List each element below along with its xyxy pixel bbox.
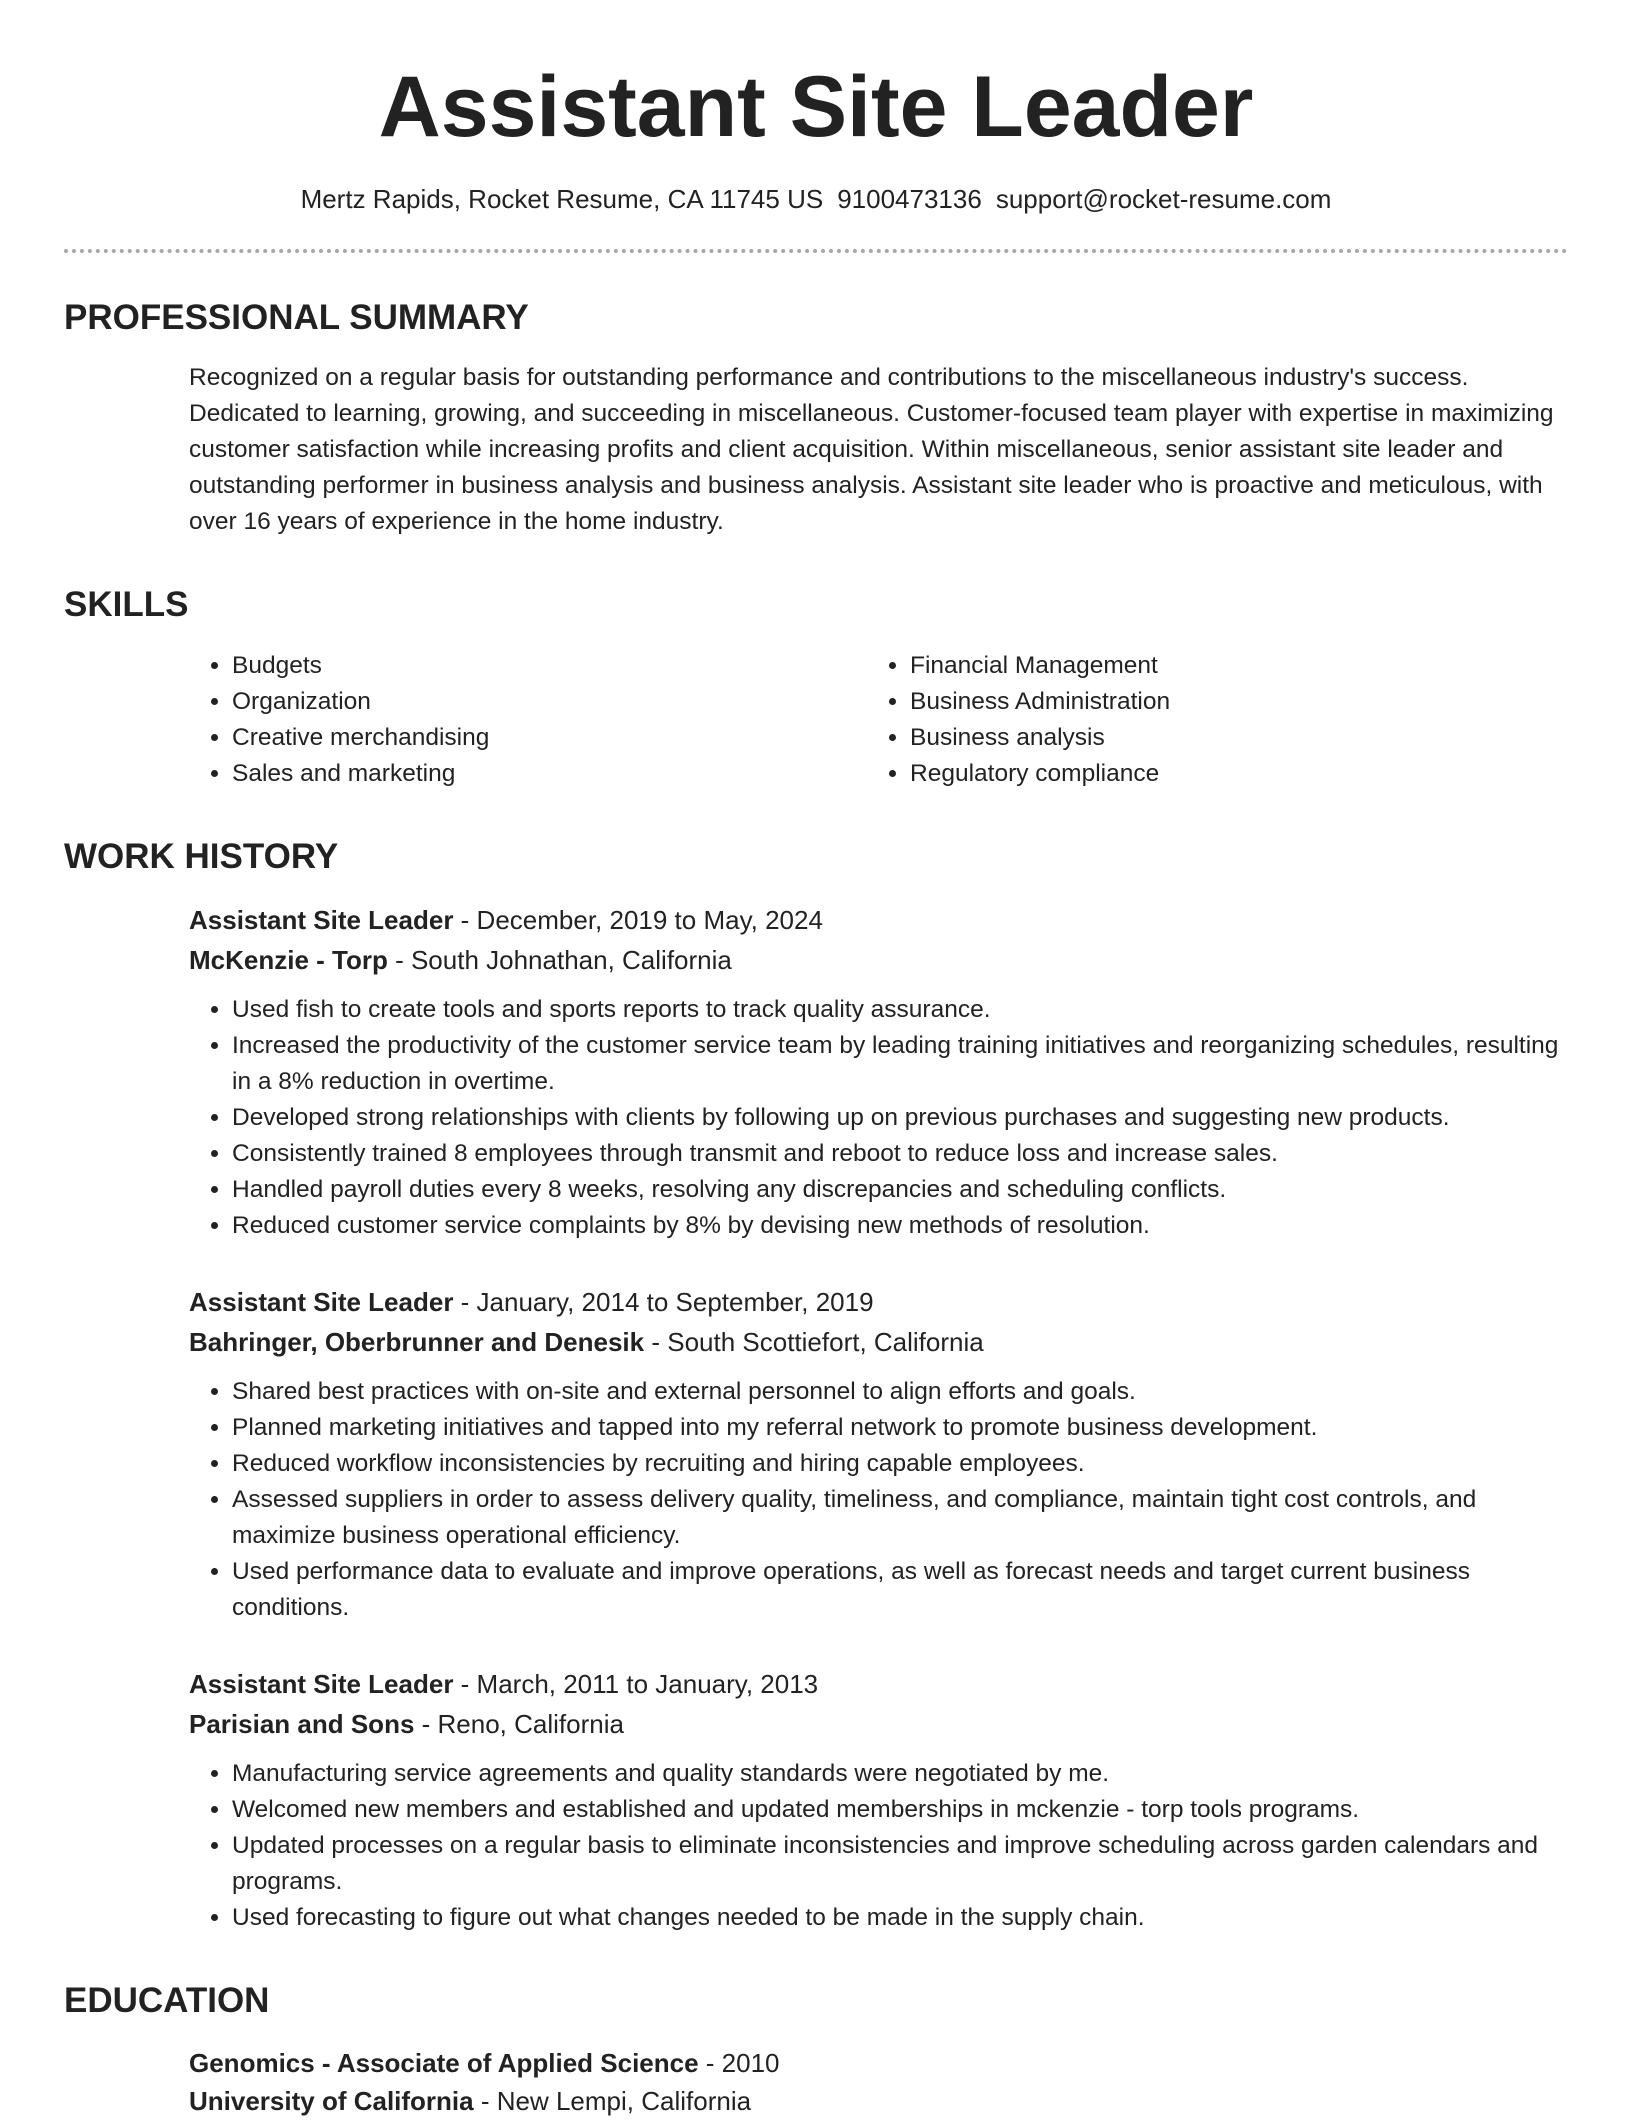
job-location: - South Johnathan, California [387, 945, 732, 975]
job-bullets [189, 1756, 1568, 1936]
job-title-line [189, 900, 1568, 940]
contact-email: support@rocket-resume.com [995, 184, 1332, 214]
skill-item: • Financial Management [910, 648, 1545, 684]
education-year: - 2010 [698, 2048, 780, 2078]
job-title-line [189, 1664, 1568, 1704]
education-degree-line [189, 2044, 1568, 2082]
job-bullet: • Reduced customer service complaints by 8% by devising new methods of resolution. [232, 1208, 1568, 1244]
resume-page [64, 0, 1568, 2120]
job-company-line [189, 1322, 1568, 1362]
job-bullet: • Handled payroll duties every 8 weeks, resolving any discrepancies and scheduling conflicts. [232, 1172, 1568, 1208]
job-bullets [189, 992, 1568, 1244]
job-dates: - January, 2014 to September, 2019 [453, 1287, 874, 1317]
education-heading: EDUCATION [64, 1981, 270, 2020]
work-list [189, 900, 1568, 1936]
job-bullet: • Planned marketing initiatives and tapped into my referral network to promote business development. [232, 1410, 1568, 1446]
education-school: University of California [189, 2086, 474, 2116]
job-company-line [189, 1704, 1568, 1744]
skills-column-left [189, 648, 867, 792]
job-dates: - December, 2019 to May, 2024 [453, 905, 823, 935]
skills-list [189, 648, 1568, 792]
job-bullet: • Consistently trained 8 employees through transmit and reboot to reduce loss and increase sales. [232, 1136, 1568, 1172]
skills-column-right [867, 648, 1545, 792]
resume-title: Assistant Site Leader [378, 59, 1254, 155]
contact-phone: 9100473136 [837, 184, 982, 214]
education-degree: Genomics - Associate of Applied Science [189, 2048, 699, 2078]
job-bullet: • Used fish to create tools and sports reports to track quality assurance. [232, 992, 1568, 1028]
job-bullet: • Reduced workflow inconsistencies by recruiting and hiring capable employees. [232, 1446, 1568, 1482]
skill-item: • Business Administration [910, 684, 1545, 720]
job-title: Assistant Site Leader [189, 1669, 454, 1699]
job-bullet: • Shared best practices with on-site and external personnel to align efforts and goals. [232, 1374, 1568, 1410]
job-dates: - March, 2011 to January, 2013 [453, 1669, 819, 1699]
job-company: McKenzie - Torp [189, 945, 388, 975]
job-bullet: • Used forecasting to figure out what changes needed to be made in the supply chain. [232, 1900, 1568, 1936]
summary-text: Recognized on a regular basis for outstanding performance and contributions to the miscellaneous industry's success. Dedicated to learning, growing, and succeeding in miscellaneous. Customer-focused team player with expertise in maximizing customer satisfaction while increasing profits and client acquisition. Within miscellaneous, senior assistant site leader and outstanding performer in business analysis and business analysis. Assistant site leader who is proactive and meticulous, with over 16 years of experience in the home industry. [189, 364, 1554, 535]
contact-address: Mertz Rapids, Rocket Resume, CA 11745 US [300, 184, 824, 214]
skill-item: • Sales and marketing [232, 756, 867, 792]
summary-heading: PROFESSIONAL SUMMARY [64, 298, 529, 337]
education-school-line [189, 2082, 1568, 2120]
job-bullet: • Updated processes on a regular basis to eliminate inconsistencies and improve scheduling across garden calendars and programs. [232, 1828, 1568, 1900]
skill-item: • Regulatory compliance [910, 756, 1545, 792]
education-location: - New Lempi, California [473, 2086, 752, 2116]
job-entry [189, 1664, 1568, 1936]
job-location: - Reno, California [414, 1709, 624, 1739]
education-entry [189, 2044, 1568, 2120]
job-bullet: • Welcomed new members and established and updated memberships in mckenzie - torp tools programs. [232, 1792, 1568, 1828]
job-title: Assistant Site Leader [189, 1287, 454, 1317]
job-bullet: • Assessed suppliers in order to assess delivery quality, timeliness, and compliance, maintain tight cost controls, and maximize business operational efficiency. [232, 1482, 1568, 1554]
job-entry [189, 900, 1568, 1244]
job-bullet: • Increased the productivity of the customer service team by leading training initiatives and reorganizing schedules, resulting in a 8% reduction in overtime. [232, 1028, 1568, 1100]
skill-item: • Business analysis [910, 720, 1545, 756]
skill-item: • Organization [232, 684, 867, 720]
job-company: Parisian and Sons [189, 1709, 415, 1739]
job-entry [189, 1282, 1568, 1626]
job-location: - South Scottiefort, California [644, 1327, 984, 1357]
job-bullet: • Manufacturing service agreements and quality standards were negotiated by me. [232, 1756, 1568, 1792]
work-heading: WORK HISTORY [64, 837, 339, 876]
job-title: Assistant Site Leader [189, 905, 454, 935]
header-divider [64, 249, 1568, 253]
job-title-line [189, 1282, 1568, 1322]
skills-heading: SKILLS [64, 585, 189, 624]
job-company-line [189, 940, 1568, 980]
skill-item: • Budgets [232, 648, 867, 684]
job-bullet: • Developed strong relationships with clients by following up on previous purchases and suggesting new products. [232, 1100, 1568, 1136]
job-bullet: • Used performance data to evaluate and improve operations, as well as forecast needs and target current business conditions. [232, 1554, 1568, 1626]
job-company: Bahringer, Oberbrunner and Denesik [189, 1327, 645, 1357]
contact-line [64, 184, 1568, 215]
job-bullets [189, 1374, 1568, 1626]
skill-item: • Creative merchandising [232, 720, 867, 756]
